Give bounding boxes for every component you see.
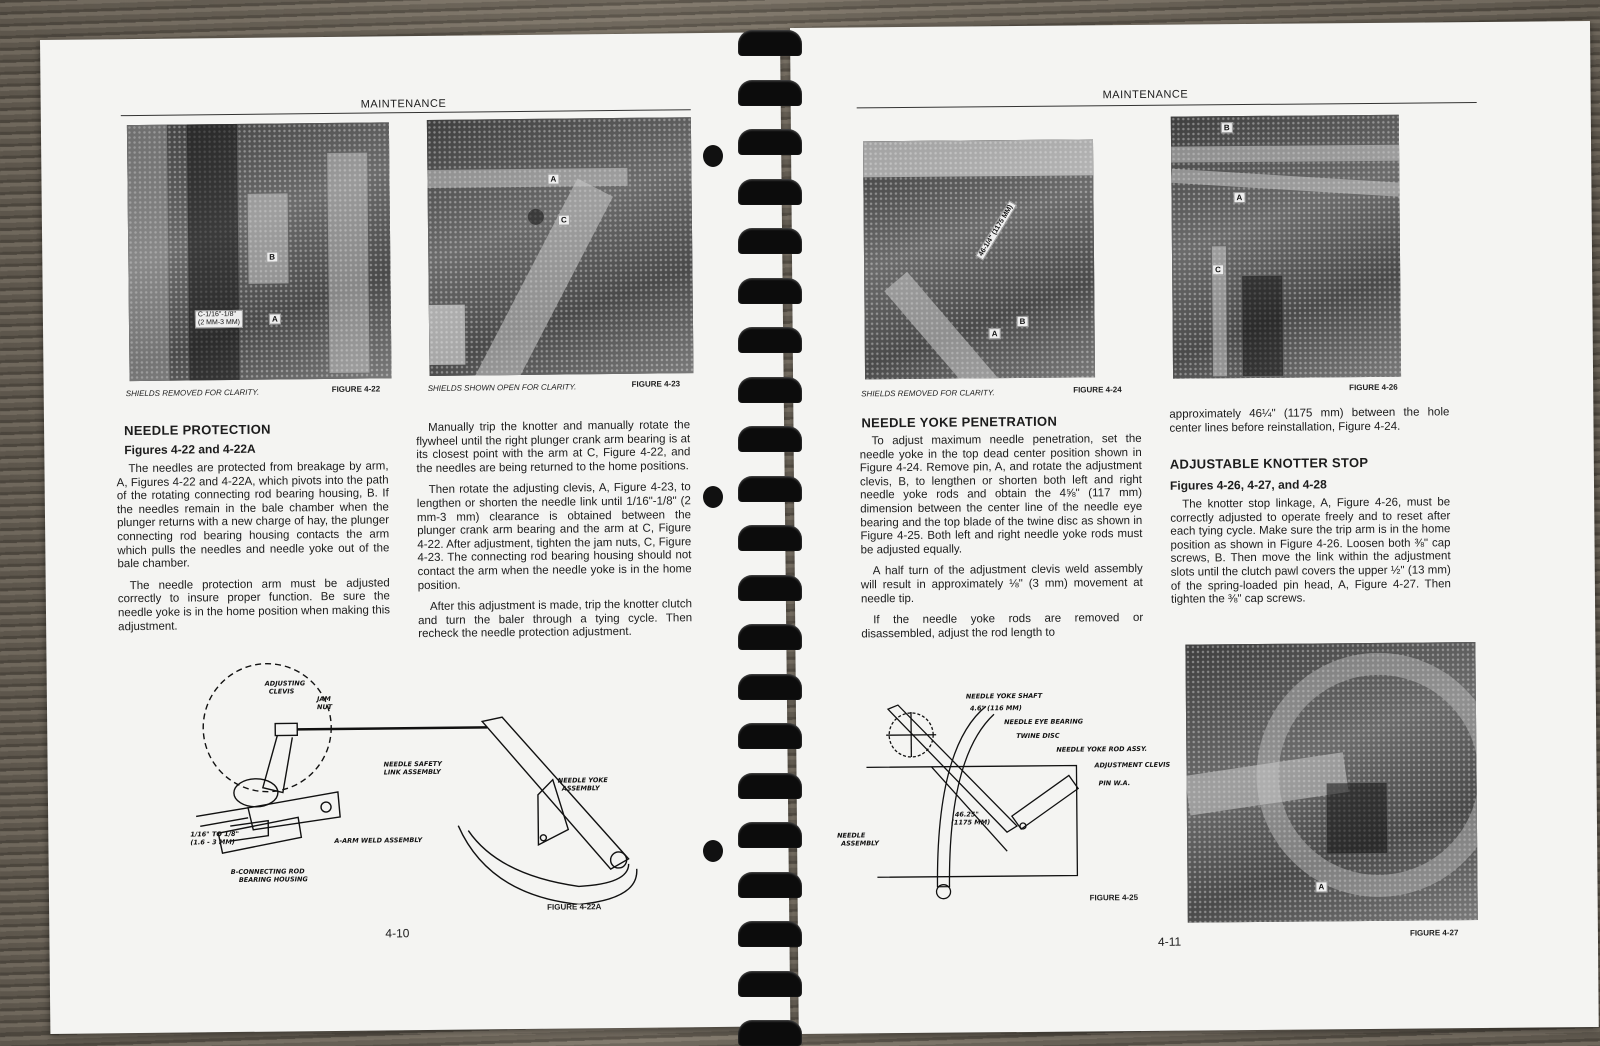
section-subtitle: Figures 4-22 and 4-22A (124, 442, 256, 457)
photo-label: C (558, 214, 570, 225)
diagram-label: A-ARM WELD ASSEMBLY (333, 836, 423, 845)
binding-coil (738, 278, 802, 304)
figure-caption-note: SHIELDS REMOVED FOR CLARITY. (126, 388, 260, 398)
diagram-label: TWINE DISC (1016, 732, 1060, 740)
diagram-label: (1.6 - 3 MM) (190, 838, 235, 846)
figure-caption: FIGURE 4-22 (332, 384, 381, 394)
left-page (40, 32, 790, 1034)
diagram-label: ASSEMBLY (561, 784, 601, 792)
diagram-figure-4-25 (836, 685, 1178, 918)
section-title: NEEDLE YOKE PENETRATION (861, 414, 1057, 431)
section-subtitle: Figures 4-26, 4-27, and 4-28 (1170, 477, 1327, 492)
punch-hole (703, 486, 723, 508)
page-number: 4-10 (385, 926, 409, 940)
figure-caption-note: SHIELDS REMOVED FOR CLARITY. (861, 388, 995, 398)
figure-caption: FIGURE 4-24 (1073, 385, 1122, 394)
photo-label: A (269, 313, 281, 324)
photo-label: B (1221, 122, 1233, 133)
photo-label: C (1212, 264, 1224, 275)
body-column-1 (860, 433, 1144, 650)
diagram-label: NEEDLE EYE BEARING (1004, 717, 1084, 726)
paragraph: A half turn of the adjustment clevis weld assembly will result in approximately ⅛" (3 mm) movement at needle tip. (861, 563, 1143, 606)
binding-coil (738, 377, 802, 403)
photo-dimension-label: 46-1/4" (1175 MM) (975, 201, 1016, 261)
paragraph: Then rotate the adjusting clevis, A, Figure 4-23, to lengthen or shorten the needle link until 1/16"-1/8" (2 mm-3 mm) clearance is obtained between the plunger crank arm bearing and the arm at C, Figure 4-22. After adjustment, tighten the jam nuts, C, Figure 4-23. The connecting rod bearing housing should not contact the arm when the needle yoke is in the home position. (417, 482, 692, 594)
page-header: MAINTENANCE (1103, 89, 1189, 102)
photo-label: B (1017, 316, 1029, 327)
binding-coil (738, 872, 802, 898)
binding-coil (738, 80, 802, 106)
binding-coil (738, 921, 802, 947)
diagram-label: NUT (317, 703, 333, 711)
figure-caption-note: SHIELDS SHOWN OPEN FOR CLARITY. (428, 382, 577, 393)
page-header: MAINTENANCE (361, 98, 447, 111)
paragraph: Manually trip the knotter and manually rotate the flywheel until the right plunger crank arm bearing is at its closest point with the arm at C, Figure 4-22, and the needles are being returned to the home positions. (416, 419, 691, 476)
punch-hole (703, 840, 723, 862)
binding-coil (738, 773, 802, 799)
binding-coil (738, 575, 802, 601)
diagram-label: CLEVIS (269, 687, 295, 695)
paragraph: approximately 46¼" (1175 mm) between the hole center lines before reinstallation, Figure 4-24. (1169, 406, 1449, 436)
header-rule (121, 109, 691, 116)
photo-dimension-label (195, 310, 243, 329)
paragraph: After this adjustment is made, trip the knotter clutch and turn the baler through a tying cycle. Then recheck the needle protection adjustment. (418, 598, 692, 642)
diagram-label: 46.25" (955, 810, 979, 818)
right-page (790, 21, 1599, 1034)
paragraph: The knotter stop linkage, A, Figure 4-26, must be correctly adjusted to operate freely and to reset after each tying cycle. Make sure the trip arm is in the home position as shown in Figure 4-26. Loosen both ⅜" cap screws, B. Then move the link within the adjustment slots until the clutch pawl covers the upper ½" (13 mm) of the spring-loaded pin head, A, Figure 4-27. Then tighten the ⅜" cap screws. (1170, 496, 1451, 607)
figure-caption: FIGURE 4-26 (1349, 383, 1398, 392)
binding-coil (738, 179, 802, 205)
diagram-label: NEEDLE YOKE SHAFT (966, 692, 1043, 701)
binding-coil (738, 1020, 802, 1046)
diagram-label: NEEDLE YOKE (558, 776, 609, 785)
binding-coil (738, 723, 802, 749)
diagram-label: PIN W.A. (1099, 779, 1131, 787)
photo-figure-4-26 (1171, 115, 1401, 379)
diagram-label: BEARING HOUSING (239, 875, 309, 884)
diagram-label: 4.6" (116 MM) (970, 704, 1022, 712)
binding-coil (738, 822, 802, 848)
diagram-label: (1175 MM) (951, 818, 990, 826)
photo-label: A (989, 328, 1001, 339)
diagram-label: ADJUSTING (264, 679, 306, 687)
paragraph: If the needle yoke rods are removed or disassembled, adjust the rod length to (861, 612, 1143, 642)
binding-coil (738, 674, 802, 700)
diagram-label: 1/16" TO 1/8" (190, 830, 239, 839)
body-column-2-lead (1169, 406, 1449, 444)
diagram-label: NEEDLE SAFETY (384, 760, 444, 769)
binding-coil (738, 129, 802, 155)
body-column-2 (416, 419, 692, 650)
diagram-label: B-CONNECTING ROD (231, 867, 306, 876)
dimension-text-metric: (2 MM-3 MM) (198, 319, 240, 327)
photo-figure-4-23 (427, 117, 694, 376)
binding-coil (738, 476, 802, 502)
figure-caption: FIGURE 4-27 (1410, 928, 1459, 937)
diagram-label: ASSEMBLY (840, 839, 880, 847)
paragraph: The needles are protected from breakage by arm, A, Figures 4-22 and 4-22A, which pivots into the path of the rotating connecting rod bearing housing, B. If the needles remain in the bale chamber when the plunger returns with a new charge of hay, the plunger connecting rod bearing housing contacts the arm which pulls the needles and needle yoke out of the bale chamber. (116, 460, 389, 572)
diagram-label: JAM (315, 695, 332, 703)
dimension-text: C-1/16"-1/8" (198, 311, 240, 319)
punch-hole (703, 145, 723, 167)
section-title: NEEDLE PROTECTION (124, 422, 271, 439)
figure-caption: FIGURE 4-23 (632, 379, 681, 389)
binding-coil (738, 971, 802, 997)
photo-label: A (1233, 192, 1245, 203)
binding-coil (738, 426, 802, 452)
photo-figure-4-22 (127, 122, 392, 381)
paragraph: To adjust maximum needle penetration, set the needle yoke in the top dead center position shown in Figure 4-24. Remove pin, A, and rotate the adjustment clevis, B, to lengthen or shorten both left and right needle yoke rods and obtain the 4⅝" (117 mm) dimension between the center line of the needle eye bearing and the top blade of the twine disc as shown in Figure 4-25. Both left and right needle yoke rods must be adjusted equally. (860, 433, 1143, 558)
paragraph: The needle protection arm must be adjusted correctly to insure proper function. Be sure the needle yoke is in the home position when making this adjustment. (118, 577, 391, 634)
binding-coil (738, 327, 802, 353)
figure-caption: FIGURE 4-25 (1090, 893, 1139, 902)
binding-coil (738, 30, 802, 56)
body-column-1 (116, 460, 390, 642)
diagram-label: NEEDLE YOKE ROD ASSY. (1056, 745, 1147, 754)
photo-label: A (1315, 881, 1327, 892)
binding-coil (738, 525, 802, 551)
body-column-2 (1170, 496, 1451, 615)
binding-coil (738, 624, 802, 650)
photo-label: B (266, 252, 278, 263)
photo-label: A (547, 174, 559, 185)
diagram-label: LINK ASSEMBLY (384, 768, 443, 777)
diagram-figure-4-22a (156, 653, 679, 908)
section-title: ADJUSTABLE KNOTTER STOP (1170, 455, 1369, 472)
page-number: 4-11 (1158, 935, 1181, 949)
diagram-label: NEEDLE (837, 831, 866, 839)
header-rule (857, 102, 1477, 108)
binding-coil (738, 228, 802, 254)
diagram-label: ADJUSTMENT CLEVIS (1093, 761, 1170, 770)
photo-figure-4-27 (1185, 642, 1477, 923)
figure-caption: FIGURE 4-22A (547, 902, 601, 912)
photo-figure-4-24 (863, 139, 1095, 379)
